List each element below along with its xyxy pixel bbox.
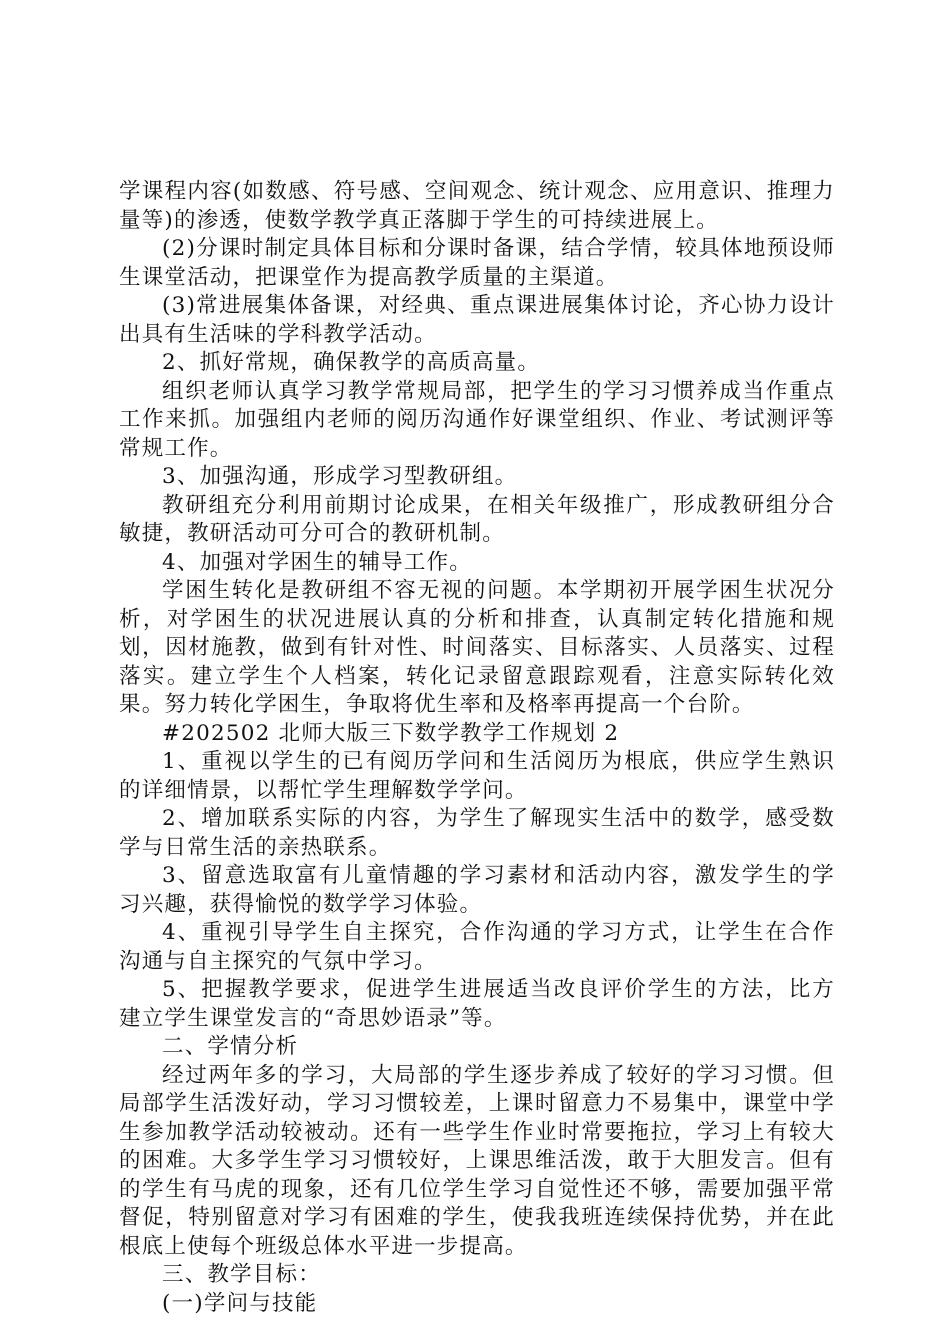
list-item-1: 1、重视以学生的已有阅历学问和生活阅历为根底，供应学生熟识的详细情景，以帮忙学生理解数学学问。 [119, 749, 835, 803]
paragraph-7: 教研组充分利用前期讨论成果，在相关年级推广，形成教研组分合敏捷，教研活动可分可合的教研机制。 [119, 492, 835, 546]
section-heading-2: 2、抓好常规，确保教学的高质高量。 [162, 350, 541, 375]
paragraph-2: (2)分课时制定具体目标和分课时备课，结合学情，较具体地预设师生课堂活动，把课堂作为提高教学质量的主渠道。 [119, 236, 835, 290]
document-title-2: #202502 北师大版三下数学教学工作规划 2 [162, 720, 620, 746]
list-item-5: 5、把握教学要求，促进学生进展适当改良评价学生的方法，比方建立学生课堂发言的“奇思妙语录”等。 [119, 977, 835, 1031]
list-item-3: 3、留意选取富有儿童情趣的学习素材和活动内容，激发学生的学习兴趣，获得愉悦的数学学习体验。 [119, 863, 835, 917]
list-item-2: 2、增加联系实际的内容，为学生了解现实生活中的数学，感受数学与日常生活的亲热联系。 [119, 806, 835, 860]
section-heading-4: 4、加强对学困生的辅导工作。 [162, 549, 472, 575]
paragraph-3: (3)常进展集体备课，对经典、重点课进展集体讨论，齐心协力设计出具有生活味的学科教学活动。 [119, 293, 835, 347]
paragraph-1: 学课程内容(如数感、符号感、空间观念、统计观念、应用意识、推理力量等)的渗透，使数学教学真正落脚于学生的可持续进展上。 [119, 179, 835, 233]
subsection-heading-knowledge-skills: (一)学问与技能 [162, 1290, 318, 1316]
paragraph-9: 学困生转化是教研组不容无视的问题。本学期初开展学困生状况分析，对学困生的状况进展认真的分析和排查，认真制定转化措施和规划，因材施教，做到有针对性、时间落实、目标落实、人员落实、过程落实。建立学生个人档案，转化记录留意跟踪观看，注意实际转化效果。努力转化学困生，争取将优生率和及格率再提高一个台阶。 [119, 578, 835, 717]
section-heading-learning-analysis: 二、学情分析 [162, 1034, 299, 1059]
paragraph-learning-analysis: 经过两年多的学习，大局部的学生逐步养成了较好的学习习惯。但局部学生活泼好动，学习习惯较差，上课时留意力不易集中，课堂中学生参加教学活动较被动。还有一些学生作业时常要拖拉，学习上有较大的困难。大多学生学习习惯较好，上课思维活泼，敢于大胆发言。但有的学生有马虎的现象，还有几位学生学习自觉性还不够，需要加强平常督促，特别留意对学习有困难的学生，使我我班连续保持优势，并在此根底上使每个班级总体水平进一步提高。 [119, 1062, 835, 1259]
section-heading-teaching-goals: 三、教学目标： [162, 1262, 321, 1287]
document-body [119, 178, 835, 1318]
section-heading-3: 3、加强沟通，形成学习型教研组。 [162, 464, 518, 489]
paragraph-5: 组织老师认真学习教学常规局部，把学生的学习习惯养成当作重点工作来抓。加强组内老师的阅历沟通作好课堂组织、作业、考试测评等常规工作。 [119, 378, 835, 461]
list-item-4: 4、重视引导学生自主探究，合作沟通的学习方式，让学生在合作沟通与自主探究的气氛中学习。 [119, 920, 835, 974]
